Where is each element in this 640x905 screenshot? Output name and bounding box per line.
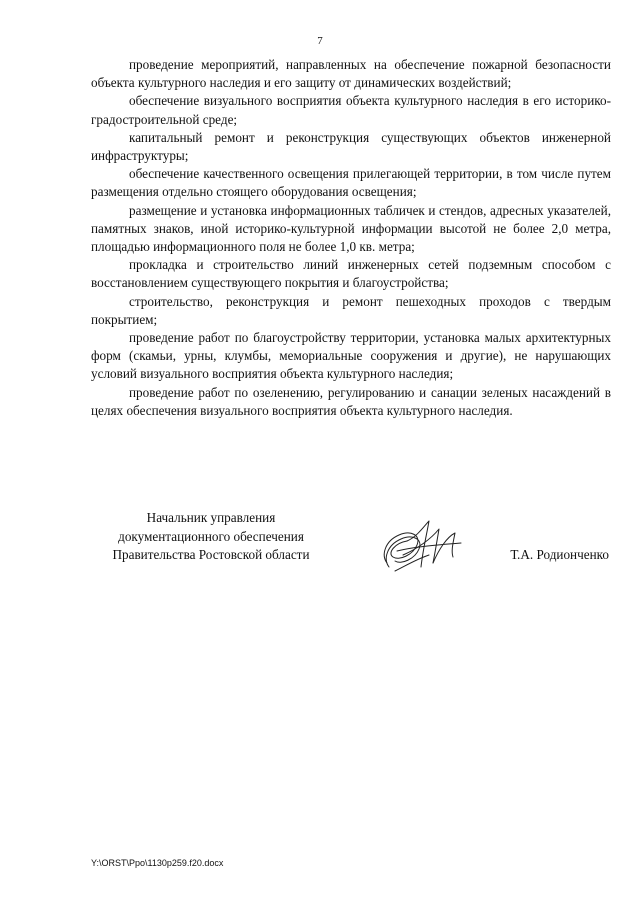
signer-title-line: Начальник управления: [146, 510, 276, 525]
signer-title: [91, 509, 331, 565]
signer-name: Т.А. Родионченко: [510, 547, 609, 562]
paragraph-pedestrian-paths: строительство, реконструкция и ремонт пешеходных проходов с твердым покрытием;: [91, 293, 611, 327]
paragraph-lighting: обеспечение качественного освещения прилегающей территории, в том числе путем размещения отдельно стоящего оборудования освещения;: [91, 166, 611, 200]
paragraph-greenery: проведение работ по озеленению, регулированию и санации зеленых насаждений в целях обеспечения визуального восприятия объекта культурного наследия.: [91, 384, 611, 418]
signer-title-line: документационного обеспечения: [118, 528, 304, 544]
handwritten-signature: [377, 515, 467, 577]
paragraph-fire-safety: проведение мероприятий, направленных на обеспечение пожарной безопасности объекта культурного наследия и его защиту от динамических воздействий;: [91, 57, 611, 91]
page-number: 7: [317, 35, 323, 47]
paragraph-information-signs: размещение и установка информационных табличек и стендов, адресных указателей, памятных знаков, иной историко-культурной информации высотой не более 2,0 метра, площадью информационного поля не более 1,0 кв. метра;: [91, 202, 611, 255]
paragraph-visual-perception: обеспечение визуального восприятия объекта культурного наследия в его историко-градостроительной среде;: [91, 93, 611, 127]
paragraph-engineering-networks: прокладка и строительство линий инженерных сетей подземным способом с восстановлением существующего покрытия и благоустройства;: [91, 257, 611, 291]
document-body: [91, 56, 611, 420]
signature-block: [91, 509, 611, 579]
paragraph-landscaping: проведение работ по благоустройству территории, установка малых архитектурных форм (скамьи, урны, клумбы, мемориальные сооружения и другие), не нарушающих условий визуального восприятия объекта культурного наследия;: [91, 330, 611, 382]
signer-title-line: Правительства Ростовской области: [112, 547, 310, 562]
paragraph-infrastructure-repair: капитальный ремонт и реконструкция существующих объектов инженерной инфраструктуры;: [91, 129, 611, 164]
file-path: Y:\ORST\Ppo\1130p259.f20.docx: [91, 858, 224, 868]
